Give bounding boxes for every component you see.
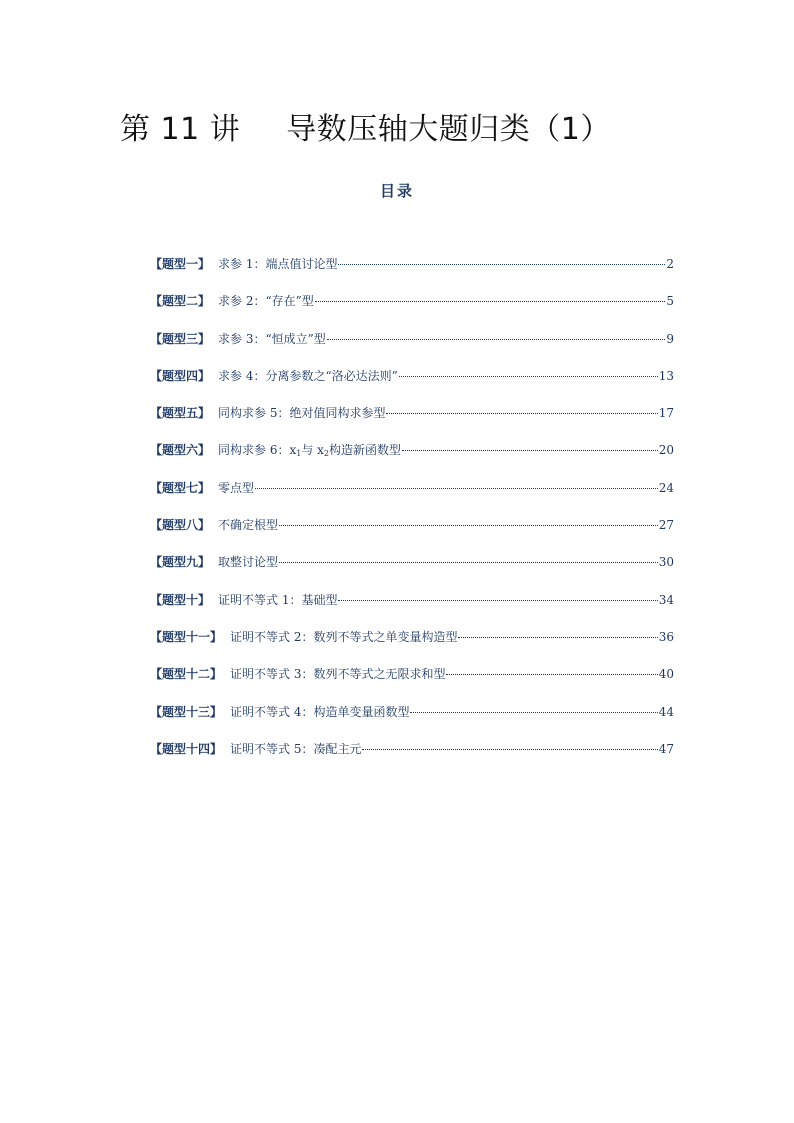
toc-entry-6[interactable] <box>150 438 674 475</box>
lecture-number: 第 11 讲 <box>120 112 241 147</box>
toc-title: 求参 2：“存在”型 <box>218 294 314 309</box>
toc-page-number: 20 <box>658 443 674 458</box>
toc-title: 求参 4：分离参数之“洛必达法则” <box>218 368 398 383</box>
subscript: 2 <box>323 449 330 459</box>
toc-tag: 【题型四】 <box>150 368 211 383</box>
toc-tag: 【题型二】 <box>150 294 211 309</box>
toc-leader-dots <box>362 749 657 750</box>
toc-entry-9[interactable] <box>150 550 674 587</box>
toc-tag: 【题型七】 <box>150 480 211 495</box>
toc-entry-12[interactable] <box>150 662 674 699</box>
toc-page-number: 2 <box>666 257 674 271</box>
page-title <box>120 104 611 148</box>
toc-entry-1[interactable] <box>150 252 674 289</box>
toc-leader-dots <box>327 339 666 340</box>
toc-leader-dots <box>338 264 665 265</box>
toc-entry-3[interactable] <box>150 327 674 364</box>
toc-page-number: 5 <box>666 294 674 309</box>
toc-page-number: 47 <box>658 741 674 756</box>
toc-entry-14[interactable] <box>150 737 674 774</box>
toc-leader-dots <box>458 637 657 638</box>
toc-title: 证明不等式 2：数列不等式之单变量构造型 <box>230 629 458 644</box>
toc-leader-dots <box>279 525 658 526</box>
toc-leader-dots <box>315 301 666 302</box>
toc-leader-dots <box>446 674 657 675</box>
toc-entry-11[interactable] <box>150 625 674 662</box>
toc-tag: 【题型十四】 <box>150 741 223 756</box>
subscript: 1 <box>296 449 302 459</box>
toc-leader-dots <box>410 712 657 713</box>
toc-title: 同构求参 5：绝对值同构求参型 <box>218 406 386 421</box>
toc-tag: 【题型三】 <box>150 331 211 346</box>
toc-page-number: 44 <box>658 704 674 719</box>
toc-leader-dots <box>386 413 657 414</box>
toc-page-number: 24 <box>658 480 674 495</box>
toc-title: 不确定根型 <box>218 518 279 533</box>
toc-leader-dots <box>399 376 658 377</box>
toc-title: 证明不等式 4：构造单变量函数型 <box>230 704 410 719</box>
toc-tag: 【题型一】 <box>150 257 211 271</box>
toc-title: 零点型 <box>218 480 255 495</box>
toc-title: 证明不等式 3：数列不等式之无限求和型 <box>230 667 446 682</box>
table-of-contents <box>150 252 674 774</box>
lecture-title: 导数压轴大题归类（1） <box>286 112 611 147</box>
toc-entry-10[interactable] <box>150 588 674 625</box>
toc-page-number: 30 <box>658 555 674 570</box>
toc-title: 求参 3：“恒成立”型 <box>218 331 326 346</box>
toc-entry-7[interactable] <box>150 476 674 513</box>
toc-title: 证明不等式 1：基础型 <box>218 592 338 607</box>
toc-entry-8[interactable] <box>150 513 674 550</box>
toc-tag: 【题型十一】 <box>150 629 223 644</box>
toc-page-number: 17 <box>658 406 674 421</box>
toc-entry-5[interactable] <box>150 401 674 438</box>
toc-entry-4[interactable] <box>150 364 674 401</box>
toc-entry-13[interactable] <box>150 700 674 737</box>
toc-leader-dots <box>279 562 658 563</box>
toc-tag: 【题型十二】 <box>150 667 223 682</box>
toc-tag: 【题型十】 <box>150 592 211 607</box>
toc-page-number: 9 <box>666 331 674 346</box>
toc-page-number: 34 <box>658 592 674 607</box>
toc-tag: 【题型五】 <box>150 406 211 421</box>
toc-page-number: 36 <box>658 629 674 644</box>
toc-title: 取整讨论型 <box>218 555 279 570</box>
toc-tag: 【题型六】 <box>150 443 211 458</box>
toc-tag: 【题型九】 <box>150 555 211 570</box>
toc-leader-dots <box>338 600 657 601</box>
toc-leader-dots <box>402 450 658 451</box>
toc-page-number: 13 <box>658 368 674 383</box>
toc-entry-2[interactable] <box>150 289 674 326</box>
toc-heading: 目录 <box>379 182 414 200</box>
toc-title: 求参 1：端点值讨论型 <box>218 257 338 271</box>
toc-leader-dots <box>255 488 658 489</box>
toc-title <box>218 438 401 466</box>
toc-tag: 【题型八】 <box>150 518 211 533</box>
toc-page-number: 27 <box>658 518 674 533</box>
toc-tag: 【题型十三】 <box>150 704 223 719</box>
toc-page-number: 40 <box>658 667 674 682</box>
toc-title-part: 与 x <box>301 443 324 458</box>
toc-title-part: 同构求参 6：x <box>218 443 297 458</box>
toc-title-part: 构造新函数型 <box>329 443 402 458</box>
toc-title: 证明不等式 5：凑配主元 <box>230 741 362 756</box>
